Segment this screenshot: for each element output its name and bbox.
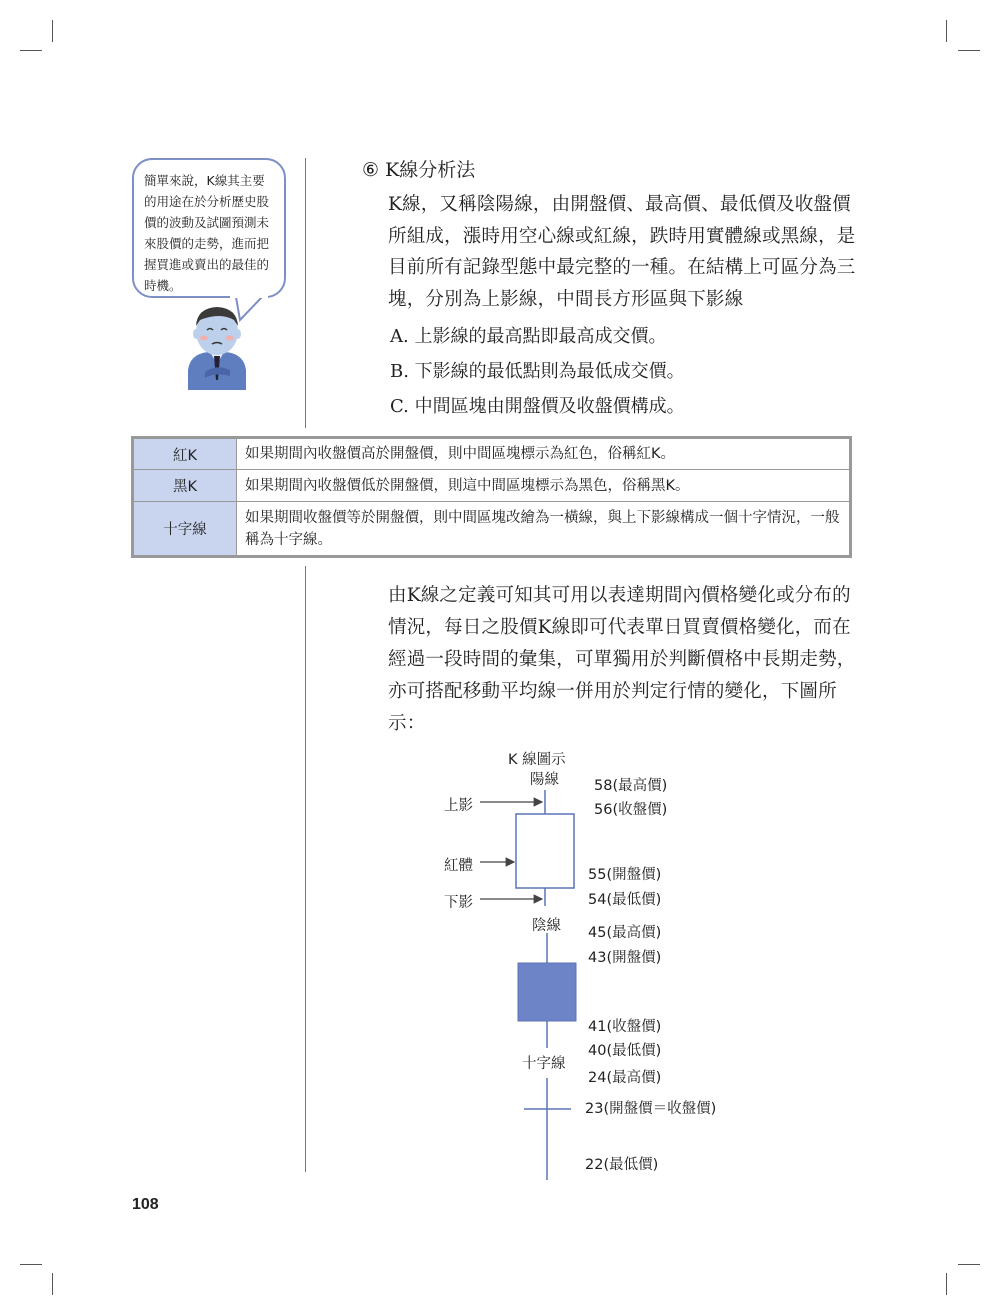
yang-high-value: 58(最高價) <box>594 778 668 794</box>
table-label-cell: 紅K <box>133 438 237 470</box>
body-line: 經過一段時間的彙集，可單獨用於判斷價格中長期走勢， <box>388 649 856 670</box>
intro-line: 目前所有記錄型態中最完整的一種。在結構上可區分為三 <box>388 257 856 278</box>
cross-low-value: 22(最低價) <box>585 1157 659 1173</box>
arrow-body-label: 紅體 <box>444 858 473 874</box>
yang-close-value: 56(收盤價) <box>594 802 668 818</box>
section-heading: ⑥ K線分析法 <box>362 159 476 181</box>
yin-high-value: 45(最高價) <box>588 925 662 941</box>
cross-label: 十字線 <box>522 1056 566 1072</box>
cross-open-close-value: 23(開盤價＝收盤價) <box>585 1101 717 1117</box>
note-line: 握買進或賣出的最佳的 <box>144 257 270 272</box>
list-item: C. 中間區塊由開盤價及收盤價構成。 <box>390 396 685 417</box>
body-line: 亦可搭配移動平均線一併用於判定行情的變化，下圖所 <box>388 681 837 702</box>
body-line: 由K線之定義可知其可用以表達期間內價格變化或分布的 <box>388 585 851 606</box>
note-line: 的用途在於分析歷史股 <box>144 194 270 209</box>
table-label-cell: 黑K <box>133 470 237 502</box>
table-desc-cell: 如果期間內收盤價高於開盤價，則中間區塊標示為紅色，俗稱紅K。 <box>237 438 851 470</box>
yin-body <box>518 963 576 1021</box>
list-item: A. 上影線的最高點即最高成交價。 <box>390 326 667 347</box>
intro-line: 塊，分別為上影線，中間長方形區與下影線 <box>388 289 744 310</box>
yang-label: 陽線 <box>530 772 559 788</box>
arrow-upper-label: 上影 <box>444 798 473 814</box>
body-line: 情況，每日之股價K線即可代表單日買賣價格變化，而在 <box>388 617 851 638</box>
intro-line: 所組成，漲時用空心線或紅線，跌時用實體線或黑線，是 <box>388 226 856 247</box>
yin-close-value: 41(收盤價) <box>588 1019 662 1035</box>
yin-open-value: 43(開盤價) <box>588 950 662 966</box>
diagram-title: K 線圖示 <box>508 752 566 768</box>
yin-low-value: 40(最低價) <box>588 1043 662 1059</box>
table-label-cell: 十字線 <box>133 502 237 557</box>
yang-open-value: 55(開盤價) <box>588 867 662 883</box>
intro-line: K線，又稱陰陽線，由開盤價、最高價、最低價及收盤價 <box>388 194 851 215</box>
cross-high-value: 24(最高價) <box>588 1070 662 1086</box>
table-desc-cell: 如果期間內收盤價低於開盤價，則這中間區塊標示為黑色，俗稱黑K。 <box>237 470 851 502</box>
note-line: 簡單來說，K線其主要 <box>144 173 265 188</box>
page-number: 108 <box>132 1196 159 1213</box>
note-line: 價的波動及試圖預測未 <box>144 215 270 230</box>
arrow-lower-label: 下影 <box>444 895 473 911</box>
yang-body <box>516 814 574 888</box>
list-item: B. 下影線的最低點則為最低成交價。 <box>390 361 685 382</box>
yang-low-value: 54(最低價) <box>588 892 662 908</box>
note-line: 時機。 <box>144 278 182 293</box>
yin-label: 陰線 <box>532 918 561 934</box>
table-desc-cell: 如果期間收盤價等於開盤價，則中間區塊改繪為一橫線，與上下影線構成一個十字情況，一般稱為十字線。 <box>237 502 851 557</box>
note-line: 來股價的走勢，進而把 <box>144 236 270 251</box>
body-line: 示： <box>388 713 426 734</box>
